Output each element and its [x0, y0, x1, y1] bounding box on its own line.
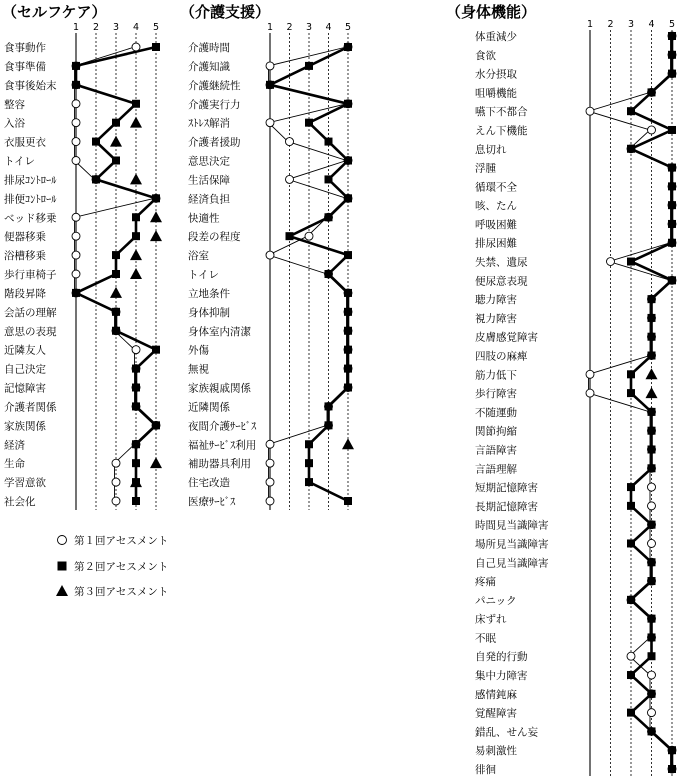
round-2-point — [668, 220, 676, 228]
round-2-point — [152, 194, 160, 202]
category-label: 咀嚼機能 — [475, 87, 517, 100]
category-label: 自発的行動 — [475, 651, 528, 664]
round-2-point — [132, 497, 140, 505]
round-2-point — [627, 107, 635, 115]
x-tick-label: 2 — [286, 22, 293, 33]
category-label: 場所見当識障害 — [475, 538, 549, 551]
round-2-point — [344, 251, 352, 259]
round-2-point — [627, 709, 635, 717]
round-1-point — [266, 478, 274, 486]
round-2-point — [112, 157, 120, 165]
round-1-point — [627, 652, 635, 660]
category-label: ｽﾄﾚｽ解消 — [188, 117, 230, 130]
round-1-point — [286, 138, 294, 146]
x-tick-label: 3 — [627, 19, 635, 30]
category-label: 家族関係 — [4, 420, 46, 433]
round-1-point — [112, 497, 120, 505]
category-label: 福祉ｻｰﾋﾞｽ利用 — [188, 439, 257, 452]
round-2-point — [152, 346, 160, 354]
round-1-point — [305, 232, 313, 240]
round-1-point — [586, 370, 594, 378]
round-2-point — [668, 51, 676, 59]
category-label: 記憶障害 — [4, 382, 46, 395]
category-label: 息切れ — [475, 143, 507, 156]
round-2-point — [648, 295, 656, 303]
x-tick-label: 4 — [132, 22, 140, 33]
category-label: 疼痛 — [475, 576, 496, 589]
round-2-point — [668, 765, 676, 773]
round-1-point — [72, 119, 80, 127]
round-1-point — [648, 539, 656, 547]
round-2-point — [305, 440, 313, 448]
category-label: 四肢の麻痺 — [475, 350, 528, 363]
round-3-point — [110, 287, 122, 298]
category-label: 言語障害 — [475, 444, 517, 457]
category-label: 整容 — [4, 98, 25, 111]
category-label: トイレ — [188, 269, 219, 281]
round-1-point — [266, 251, 274, 259]
round-2-point — [648, 314, 656, 322]
round-1-point — [72, 157, 80, 165]
round-2-point — [627, 539, 635, 547]
x-tick-label: 1 — [72, 22, 80, 33]
round-2-point — [112, 308, 120, 316]
round-2-point — [132, 100, 140, 108]
category-label: 補助器具利用 — [188, 458, 251, 471]
round-2-point — [132, 440, 140, 448]
round-2-point — [648, 88, 656, 96]
x-tick-label: 5 — [152, 22, 160, 33]
round-2-point — [286, 232, 294, 240]
category-label: 浮腫 — [475, 162, 496, 175]
category-label: 視力障害 — [475, 312, 517, 325]
legend-label: 第３回アセスメント — [74, 586, 169, 598]
round-2-point — [325, 213, 333, 221]
round-2-point — [668, 201, 676, 209]
round-1-point — [132, 346, 140, 354]
round-3-point — [646, 387, 658, 398]
category-label: 家族親戚関係 — [188, 382, 251, 395]
round-2-point — [627, 370, 635, 378]
category-label: 食事後始末 — [4, 79, 57, 92]
category-label: 外傷 — [188, 344, 209, 357]
round-3-point — [646, 368, 658, 379]
category-label: 循環不全 — [475, 181, 517, 194]
category-label: 身体抑制 — [188, 306, 230, 319]
category-label: 会話の理解 — [4, 306, 57, 319]
category-label: 体重減少 — [475, 31, 517, 43]
round-2-point — [344, 100, 352, 108]
x-tick-label: 5 — [344, 22, 352, 33]
category-label: パニック — [475, 594, 517, 607]
round-2-point — [627, 502, 635, 510]
round-2-point — [627, 389, 635, 397]
round-1-point — [72, 213, 80, 221]
round-2-point — [344, 43, 352, 51]
category-label: 段差の程度 — [188, 231, 241, 244]
category-label: 自己見当識障害 — [475, 557, 549, 570]
category-label: 住宅改造 — [188, 477, 230, 490]
category-label: 錯乱、せん妄 — [475, 726, 538, 739]
x-tick-label: 2 — [607, 19, 614, 30]
round-3-point — [130, 476, 142, 487]
category-label: 不随運動 — [475, 406, 517, 419]
round-2-point — [325, 421, 333, 429]
round-1-point — [72, 232, 80, 240]
round-2-point — [668, 746, 676, 754]
round-2-point — [648, 652, 656, 660]
category-label: 快適性 — [188, 212, 220, 225]
x-tick-label: 2 — [92, 22, 100, 33]
category-label: 介護者援助 — [188, 136, 241, 149]
round-1-point — [72, 138, 80, 146]
category-label: 易刺激性 — [475, 745, 517, 758]
round-2-point — [152, 43, 160, 51]
x-tick-label: 5 — [668, 19, 676, 30]
category-label: 介護者関係 — [4, 401, 57, 414]
round-2-point — [112, 251, 120, 259]
square-icon — [58, 562, 67, 571]
circle-icon — [58, 536, 67, 545]
chart-section-1 — [2, 3, 162, 510]
round-2-point — [648, 558, 656, 566]
round-1-point — [586, 389, 594, 397]
legend-item-circle — [58, 534, 169, 547]
round-2-point — [668, 126, 676, 134]
category-label: 長期記憶障害 — [475, 500, 538, 513]
category-label: 食欲 — [475, 49, 496, 62]
round-3-point — [130, 117, 142, 128]
round-2-point — [648, 464, 656, 472]
category-label: 歩行車椅子 — [4, 269, 57, 281]
category-label: 医療ｻｰﾋﾞｽ — [188, 496, 236, 508]
round-2-point — [668, 182, 676, 190]
x-tick-label: 4 — [325, 22, 332, 33]
round-2-point — [648, 577, 656, 585]
round-2-point — [344, 346, 352, 354]
x-tick-label: 4 — [648, 19, 655, 30]
round-3-point — [150, 230, 162, 241]
round-3-point — [342, 438, 354, 449]
legend — [56, 534, 168, 598]
round-2-point — [132, 213, 140, 221]
category-label: 経済 — [4, 439, 25, 452]
round-2-point — [92, 175, 100, 183]
x-tick-label: 3 — [112, 22, 120, 33]
category-label: 自己決定 — [4, 363, 46, 376]
round-2-point — [627, 258, 635, 266]
category-label: 失禁、遺尿 — [475, 256, 528, 269]
category-label: 不眠 — [475, 632, 496, 645]
category-label: 無視 — [188, 363, 209, 376]
round-1-point — [648, 709, 656, 717]
category-label: 介護時間 — [188, 42, 230, 54]
legend-label: 第１回アセスメント — [74, 535, 169, 547]
category-label: 浴槽移乗 — [4, 250, 46, 263]
category-label: トイレ — [4, 155, 35, 168]
round-2-point — [627, 671, 635, 679]
category-label: 時間見当識障害 — [475, 519, 549, 532]
round-2-point — [305, 459, 313, 467]
legend-item-triangle — [56, 585, 168, 598]
category-label: 排尿ｺﾝﾄﾛｰﾙ — [4, 174, 57, 187]
legend-label: 第２回アセスメント — [74, 561, 169, 573]
round-1-point — [72, 270, 80, 278]
round-2-point — [668, 276, 676, 284]
category-label: 水分摂取 — [475, 68, 517, 81]
category-label: 徘徊 — [475, 764, 496, 776]
round-2-point — [648, 352, 656, 360]
round-2-point — [668, 70, 676, 78]
round-2-point — [92, 138, 100, 146]
round-2-point — [627, 483, 635, 491]
round-1-point — [286, 175, 294, 183]
round-2-point — [648, 445, 656, 453]
round-2-point — [132, 459, 140, 467]
round-3-point — [130, 249, 142, 260]
round-2-point — [648, 427, 656, 435]
category-label: 介護実行力 — [188, 98, 241, 111]
chart-section-3 — [446, 3, 676, 776]
round-2-point — [325, 138, 333, 146]
round-2-point — [325, 402, 333, 410]
category-label: 歩行障害 — [475, 388, 517, 401]
x-tick-label: 3 — [305, 22, 313, 33]
x-tick-label: 1 — [266, 22, 274, 33]
round-2-point — [266, 81, 274, 89]
round-2-point — [132, 402, 140, 410]
round-2-point — [72, 81, 80, 89]
round-2-point — [72, 62, 80, 70]
category-label: 便尿意表現 — [475, 275, 528, 288]
category-label: 階段昇降 — [4, 287, 46, 300]
category-label: 介護継続性 — [188, 79, 241, 92]
round-2-point — [325, 175, 333, 183]
round-2-point — [344, 327, 352, 335]
chart-sections — [2, 3, 676, 776]
category-label: 食事準備 — [4, 60, 46, 73]
category-label: 経済負担 — [188, 193, 230, 206]
category-label: 関節拘縮 — [475, 425, 517, 438]
round-1-point — [266, 62, 274, 70]
category-label: 介護知識 — [188, 60, 230, 73]
round-2-point — [132, 384, 140, 392]
round-2-point — [112, 270, 120, 278]
round-2-point — [648, 333, 656, 341]
chart-title: （介護支援） — [180, 3, 271, 21]
round-1-point — [266, 497, 274, 505]
round-1-point — [648, 483, 656, 491]
round-2-point — [344, 289, 352, 297]
round-3-point — [130, 268, 142, 279]
category-label: 浴室 — [188, 250, 209, 263]
category-label: 生活保障 — [188, 174, 230, 187]
category-label: 床ずれ — [475, 613, 507, 626]
round-2-point — [344, 308, 352, 316]
category-label: 意思決定 — [188, 155, 230, 168]
category-label: 排便ｺﾝﾄﾛｰﾙ — [4, 193, 57, 206]
round-2-point — [344, 157, 352, 165]
round-1-point — [112, 459, 120, 467]
category-label: 皮膚感覚障害 — [475, 331, 538, 344]
legend-item-square — [58, 560, 169, 573]
category-label: 学習意欲 — [4, 477, 46, 490]
x-tick-label: 1 — [586, 19, 594, 30]
round-3-point — [150, 457, 162, 468]
round-2-point — [648, 727, 656, 735]
round-2-point — [112, 119, 120, 127]
category-label: 夜間介護ｻｰﾋﾞｽ — [188, 420, 257, 433]
triangle-icon — [56, 585, 68, 596]
round-2-point — [668, 239, 676, 247]
round-1-point — [266, 440, 274, 448]
round-1-point — [648, 671, 656, 679]
category-label: 短期記憶障害 — [475, 482, 538, 495]
round-2-point — [305, 62, 313, 70]
category-label: 呼吸困難 — [475, 218, 517, 231]
round-3-point — [150, 211, 162, 222]
category-label: 近隣関係 — [188, 401, 230, 414]
round-2-point — [627, 145, 635, 153]
series-line-1 — [269, 47, 347, 501]
category-label: 便器移乗 — [4, 231, 46, 244]
category-label: 食事動作 — [4, 42, 46, 54]
category-label: ベッド移乗 — [4, 212, 57, 225]
round-2-point — [668, 32, 676, 40]
category-label: 排尿困難 — [475, 237, 517, 250]
round-2-point — [325, 270, 333, 278]
round-2-point — [112, 327, 120, 335]
round-1-point — [266, 459, 274, 467]
round-2-point — [305, 478, 313, 486]
round-1-point — [586, 107, 594, 115]
round-3-point — [110, 136, 122, 147]
category-label: 生命 — [4, 458, 25, 471]
round-2-point — [627, 596, 635, 604]
category-label: 感情鈍麻 — [475, 688, 517, 701]
category-label: 嚥下不都合 — [475, 106, 528, 119]
chart-title: （身体機能） — [446, 3, 537, 21]
round-2-point — [344, 194, 352, 202]
round-1-point — [607, 258, 615, 266]
category-label: 聴力障害 — [475, 294, 517, 307]
category-label: 社会化 — [4, 496, 36, 508]
category-label: 意思の表現 — [4, 325, 57, 338]
category-label: えん下機能 — [475, 124, 528, 137]
category-label: 衣服更衣 — [4, 136, 46, 149]
round-2-point — [648, 615, 656, 623]
round-2-point — [648, 690, 656, 698]
chart-title: （セルフケア） — [2, 3, 107, 21]
category-label: 近隣友人 — [4, 344, 46, 357]
round-1-point — [648, 502, 656, 510]
round-1-point — [132, 43, 140, 51]
category-label: 立地条件 — [188, 287, 230, 300]
round-1-point — [72, 251, 80, 259]
category-label: 集中力障害 — [475, 670, 528, 683]
category-label: 入浴 — [4, 117, 25, 130]
round-2-point — [132, 232, 140, 240]
round-1-point — [112, 478, 120, 486]
category-label: 筋力低下 — [475, 369, 517, 382]
round-2-point — [305, 119, 313, 127]
category-label: 覚醒障害 — [475, 707, 517, 720]
round-1-point — [648, 126, 656, 134]
round-2-point — [648, 633, 656, 641]
round-2-point — [648, 408, 656, 416]
round-2-point — [344, 497, 352, 505]
category-label: 身体室内清潔 — [188, 325, 251, 338]
round-2-point — [132, 365, 140, 373]
round-2-point — [344, 365, 352, 373]
category-label: 咳、たん — [475, 200, 517, 213]
round-3-point — [130, 173, 142, 184]
round-1-point — [266, 119, 274, 127]
round-1-point — [72, 100, 80, 108]
round-2-point — [152, 421, 160, 429]
round-2-point — [72, 289, 80, 297]
chart-section-2 — [180, 3, 354, 510]
round-2-point — [648, 521, 656, 529]
round-2-point — [344, 384, 352, 392]
round-2-point — [668, 164, 676, 172]
category-label: 言語理解 — [475, 463, 517, 476]
